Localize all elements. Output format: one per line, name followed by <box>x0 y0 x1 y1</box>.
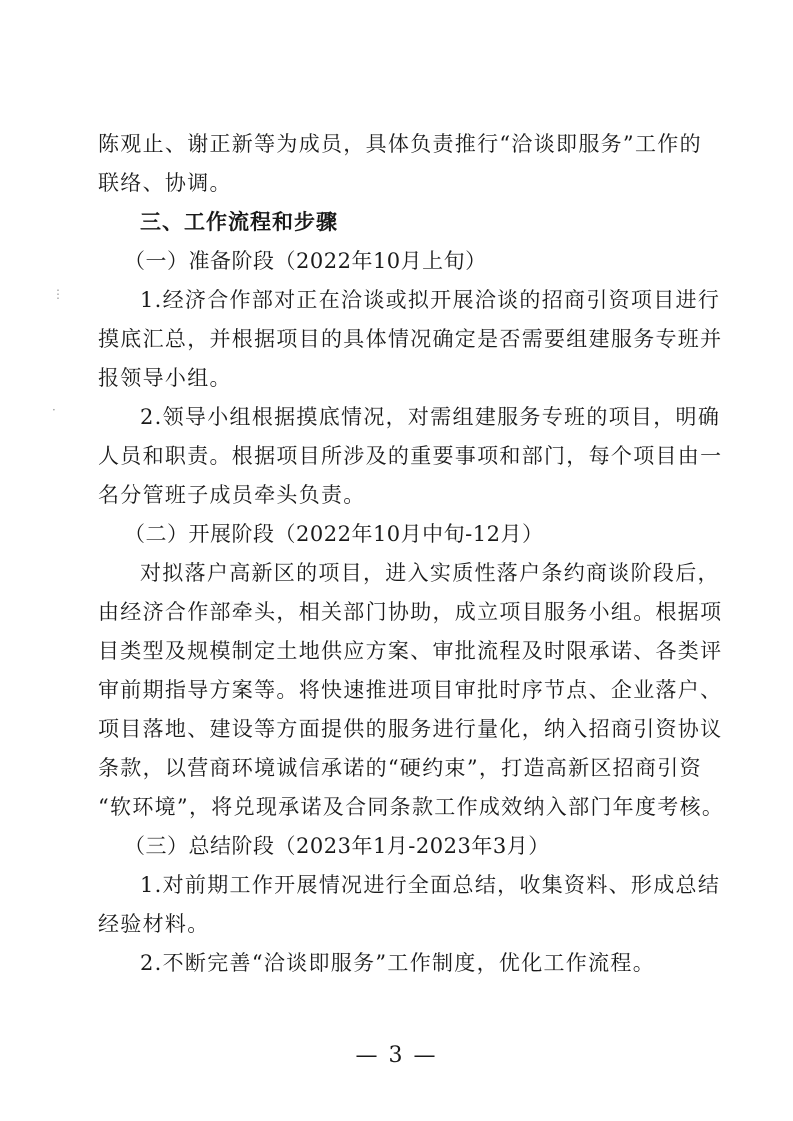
body-text-line: 目类型及规模制定土地供应方案、审批流程及时限承诺、各类评 <box>98 639 723 663</box>
body-text-line: 1.经济合作部对正在洽谈或拟开展洽谈的招商引资项目进行 <box>140 288 721 312</box>
body-text-line: 2.不断完善“洽谈即服务”工作制度，优化工作流程。 <box>140 951 656 975</box>
page-number: — 3 — <box>355 1043 438 1068</box>
subsection-heading: （二）开展阶段（2022年10月中旬-12月） <box>124 522 544 546</box>
body-text-line: 对拟落户高新区的项目，进入实质性落户条约商谈阶段后， <box>140 561 720 585</box>
body-text-line: 2.领导小组根据摸底情况，对需组建服务专班的项目，明确 <box>140 405 721 429</box>
body-text-line: “软环境”，将兑现承诺及合同条款工作成效纳入部门年度考核。 <box>98 795 725 819</box>
body-text-line: 摸底汇总，并根据项目的具体情况确定是否需要组建服务专班并 <box>98 327 723 351</box>
margin-mark: ⋮ <box>52 287 64 301</box>
margin-mark: · <box>52 403 56 417</box>
subsection-heading: （一）准备阶段（2022年10月上旬） <box>124 249 487 273</box>
body-text-line: 1.对前期工作开展情况进行全面总结，收集资料、形成总结 <box>140 873 721 897</box>
body-text-line: 审前期指导方案等。将快速推进项目审批时序节点、企业落户、 <box>98 678 723 702</box>
body-text-line: 人员和职责。根据项目所涉及的重要事项和部门，每个项目由一 <box>98 444 723 468</box>
body-text-line: 联络、协调。 <box>98 171 232 195</box>
section-heading: 三、工作流程和步骤 <box>140 210 338 234</box>
body-text-line: 陈观止、谢正新等为成员，具体负责推行“洽谈即服务”工作的 <box>98 132 702 156</box>
body-text-line: 经验材料。 <box>98 912 210 936</box>
body-text-line: 名分管班子成员牵头负责。 <box>98 483 366 507</box>
body-text-line: 条款，以营商环境诚信承诺的“硬约束”，打造高新区招商引资 <box>98 756 702 780</box>
body-text-line: 报领导小组。 <box>98 366 232 390</box>
body-text-line: 由经济合作部牵头，相关部门协助，成立项目服务小组。根据项 <box>98 600 723 624</box>
subsection-heading: （三）总结阶段（2023年1月-2023年3月） <box>124 834 550 858</box>
body-text-line: 项目落地、建设等方面提供的服务进行量化，纳入招商引资协议 <box>98 717 723 741</box>
